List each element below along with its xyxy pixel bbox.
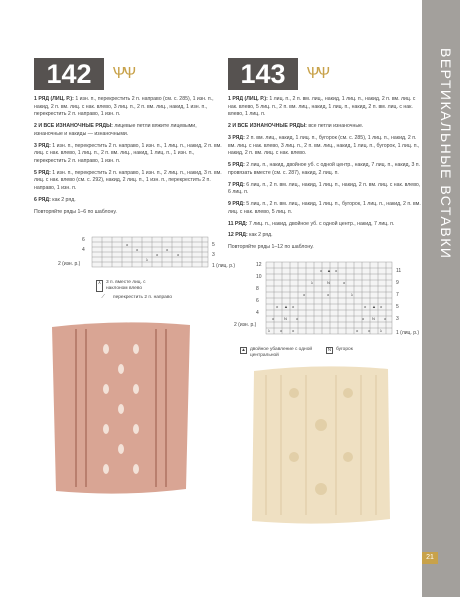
legend-text: перекрестить 2 п. направо: [113, 294, 173, 300]
svg-text:o: o: [368, 328, 371, 334]
svg-text:9: 9: [396, 280, 399, 287]
instructions: [34, 96, 224, 216]
svg-text:o: o: [276, 304, 279, 310]
instruction-row: 12 РЯД: как 2 ряд.: [228, 232, 273, 239]
svg-text:o: o: [327, 292, 330, 298]
svg-text:5: 5: [212, 241, 215, 248]
svg-text:o: o: [280, 328, 283, 334]
legend-symbol: N: [327, 348, 332, 354]
pattern-number: 143: [228, 58, 298, 90]
instruction-row: 7 РЯД: 6 лиц. п., 2 п. вм. лиц., накид, 1 лиц. п., накид, 2 п. вм. лиц. с нак. влево, 6 лиц. п.: [228, 181, 421, 196]
pattern-142: [34, 58, 236, 497]
svg-text:λ: λ: [268, 328, 270, 334]
svg-text:3: 3: [396, 316, 399, 323]
legend-symbol: ▲: [241, 348, 246, 354]
svg-text:7: 7: [396, 292, 399, 299]
difficulty-icon: ѰѰ: [112, 65, 134, 82]
svg-text:o: o: [156, 251, 159, 257]
svg-text:o: o: [343, 280, 346, 286]
pattern-header: [34, 58, 224, 90]
instruction-row: Повторяйте ряды 1–12 по шаблону.: [228, 244, 314, 251]
instruction-row: 3 РЯД: 1 изн. п., перекрестить 2 п. направо, 1 изн. п., 1 лиц. п., накид, 2 п. вм. лиц. с нак. влево, 1 лиц. п., 2 п. вм. лиц., накид, 1 лиц. п., 1 изн. п., перекрестить 2 п. направо, 1 изн. п.: [34, 142, 222, 164]
page-number: 21: [422, 552, 438, 564]
instruction-row: 5 РЯД: 1 изн. п., перекрестить 2 п. направо, 1 изн. п., 2 лиц. п., накид, 3 п. вм. лиц. с нак. влево (см. с. 292), накид, 2 лиц. п., 1 изн. п., перекрестить 2 п. направо, 1 изн. п.: [34, 169, 222, 191]
instruction-row: 1 РЯД (ЛИЦ. Р.): 1 изн. п., перекрестить 2 п. направо (см. с. 285), 1 изн. п., накид, 2 п. вм. лиц. с нак. влево, 3 лиц. п., 2 п. вм. лиц., накид, 1 изн. п., перекрестить 2 п. направо, 1 изн. п.: [34, 96, 214, 118]
pattern-143: [228, 58, 422, 525]
legend-item: [326, 347, 353, 359]
svg-text:o: o: [272, 316, 275, 322]
instruction-row: 1 РЯД (ЛИЦ. Р.): 1 лиц. п., 2 п. вм. лиц., накид, 1 лиц. п., накид, 2 п. вм. лиц. с нак. влево, 5 лиц. п., 2 п. вм. лиц., накид, 1 лиц. п., накид, 2 п. вм. лиц. с нак. влево, 1 лиц. п.: [228, 96, 416, 118]
svg-text:1 (лиц. р.): 1 (лиц. р.): [396, 330, 420, 337]
knitting-chart: [34, 231, 236, 273]
svg-text:▲: ▲: [372, 304, 376, 310]
svg-text:o: o: [136, 246, 139, 252]
chart-legend: [96, 280, 224, 301]
svg-text:1 (лиц. р.): 1 (лиц. р.): [212, 262, 236, 269]
difficulty-icon: ѰѰ: [306, 65, 328, 82]
legend-item: [96, 295, 224, 301]
swatch-photo: [46, 319, 196, 497]
svg-text:o: o: [362, 316, 365, 322]
svg-text:λ: λ: [380, 328, 382, 334]
svg-text:2 (изн. р.): 2 (изн. р.): [58, 260, 81, 267]
svg-text:λ: λ: [311, 280, 313, 286]
legend-item: [240, 347, 316, 359]
svg-text:2 (изн. р.): 2 (изн. р.): [234, 322, 257, 329]
svg-text:11: 11: [396, 268, 402, 275]
svg-text:12: 12: [256, 262, 262, 269]
instruction-row: 3 РЯД: 2 п. вм. лиц., накид, 1 лиц. п., бугорок (см. с. 285), 1 лиц. п., накид, 2 п. вм. лиц. с нак. влево, 3 лиц. п., 2 п. вм. лиц., накид, 1 лиц. п., бугорок, 1 лиц. п., накид, 2 п. вм. лиц. с нак. влево.: [228, 134, 420, 157]
legend-text: 3 п. вместе лиц. с наклоном влево: [106, 279, 146, 291]
svg-text:6: 6: [82, 236, 85, 243]
svg-text:5: 5: [396, 304, 399, 311]
svg-text:o: o: [166, 246, 169, 252]
svg-text:o: o: [384, 316, 387, 322]
chart-legend: [240, 347, 422, 359]
legend-text: бугорок: [336, 347, 353, 353]
instruction-row: 11 РЯД: 7 лиц. п., накид, двойное уб. с одной центр., накид, 7 лиц. п.: [228, 220, 395, 227]
instruction-row: 6 РЯД: как 2 ряд.: [34, 196, 76, 203]
svg-text:o: o: [320, 268, 323, 274]
svg-text:▲: ▲: [327, 268, 331, 274]
legend-item: [96, 280, 224, 292]
svg-text:λ: λ: [146, 256, 148, 262]
swatch-photo: [246, 365, 396, 525]
svg-text:3: 3: [212, 251, 215, 258]
svg-text:λ: λ: [351, 292, 353, 298]
svg-text:o: o: [380, 304, 383, 310]
side-title: ВЕРТИКАЛЬНЫЕ ВСТАВКИ: [438, 48, 454, 260]
svg-text:o: o: [335, 268, 338, 274]
legend-text: двойное убавление с одной центральной: [250, 347, 313, 359]
instruction-row: 9 РЯД: 5 лиц. п., 2 п. вм. лиц., накид, 1 лиц. п., бугорок, 1 лиц. п., накид, 2 п. вм. лиц. с нак. влево, 5 лиц. п.: [228, 201, 421, 215]
knitting-chart: [228, 258, 422, 340]
instruction-row: 2 И ВСЕ ИЗНАНОЧНЫЕ РЯДЫ: все петли изнаночные.: [228, 123, 364, 130]
legend-symbol: ⟋: [101, 294, 105, 300]
svg-text:N: N: [284, 316, 287, 322]
svg-text:8: 8: [256, 286, 259, 293]
svg-text:4: 4: [82, 246, 85, 253]
svg-text:10: 10: [256, 274, 262, 281]
instruction-row: 5 РЯД: 2 лиц. п., накид, двойное уб. с одной центр., накид, 7 лиц. п., накид, 3 п. провязать вместе (см. с. 287), накид, 2 лиц. п.: [228, 162, 421, 176]
svg-text:o: o: [356, 328, 359, 334]
svg-text:o: o: [292, 304, 295, 310]
svg-text:o: o: [292, 328, 295, 334]
svg-text:o: o: [364, 304, 367, 310]
instructions: [228, 96, 422, 252]
instruction-row: Повторяйте ряды 1–6 по шаблону.: [34, 208, 117, 215]
svg-text:6: 6: [256, 298, 259, 305]
pattern-header: [228, 58, 422, 90]
pattern-number: 142: [34, 58, 104, 90]
svg-text:N: N: [372, 316, 375, 322]
svg-text:o: o: [126, 241, 129, 247]
svg-text:o: o: [296, 316, 299, 322]
legend-symbol: λ: [96, 280, 103, 292]
instruction-row: 2 И ВСЕ ИЗНАНОЧНЫЕ РЯДЫ: лицевые петли вяжите лицевыми, изнаночные и накиды — изнаночными.: [34, 123, 197, 137]
svg-text:o: o: [177, 251, 180, 257]
svg-text:4: 4: [256, 310, 259, 317]
svg-text:N: N: [327, 280, 330, 286]
svg-text:o: o: [303, 292, 306, 298]
svg-text:▲: ▲: [284, 304, 288, 310]
